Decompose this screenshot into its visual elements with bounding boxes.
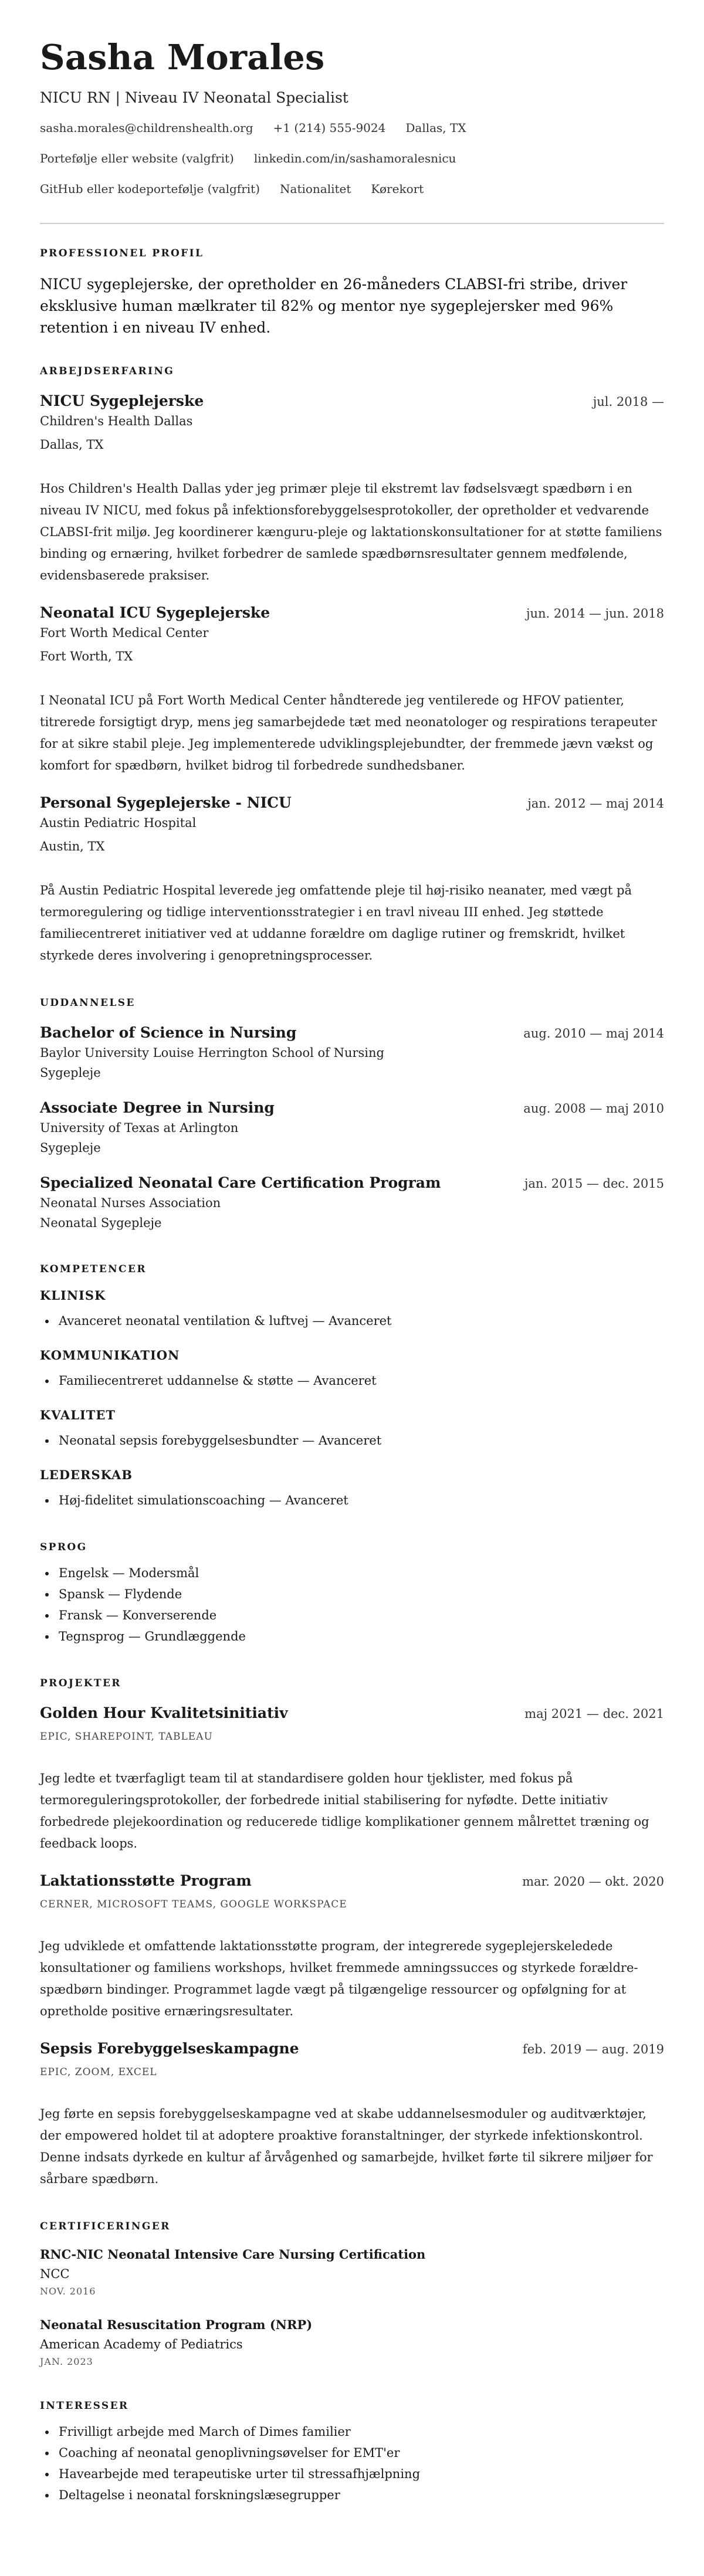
degree-title: Bachelor of Science in Nursing <box>40 1024 297 1041</box>
school-name: University of Texas at Arlington <box>40 1121 239 1135</box>
project-description: Jeg førte en sepsis forebyggelseskampagne ved at skabe uddannelsesmoduler og auditværktøjer, der empowered holdet til at adoptere proaktive foranstaltninger, der styrkede infektionskontrol. Denne indsats dyrkede en kultur af årvågenhed og samarbejde, hvilket førte til sikrere miljøer for sårbare spædbørn. <box>40 2107 653 2186</box>
job-description: På Austin Pediatric Hospital leverede jeg omfattende pleje til høj-risiko neanater, med vægt på termoregulering og tidlige interventionsstrategier i en travl niveau III enhed. Jeg støttede familiecentreret initiativer ved at uddanne forældre om daglige rutiner og fremskridt, hvilket styrkede deres involvering i genopretningsprocesser. <box>40 883 632 962</box>
experience-entry <box>40 793 664 967</box>
project-tech: EPIC, ZOOM, EXCEL <box>40 2066 157 2078</box>
project-tech: EPIC, SHAREPOINT, TABLEAU <box>40 1731 213 1743</box>
section-title-interests: INTERESSER <box>40 2400 129 2412</box>
school-name: Baylor University Louise Herrington School of Nursing <box>40 1046 384 1060</box>
skill-category: KVALITET <box>40 1408 116 1422</box>
section-title-profile: PROFESSIONEL PROFIL <box>40 248 204 259</box>
job-date: jan. 2012 — maj 2014 <box>527 796 664 811</box>
project-date: maj 2021 — dec. 2021 <box>524 1707 664 1721</box>
section-title-skills: KOMPETENCER <box>40 1263 147 1275</box>
job-location: Fort Worth, TX <box>40 649 133 663</box>
interest-item: • Deltagelse i neonatal forskningslæsegrupper <box>56 2485 664 2506</box>
project-tech: CERNER, MICROSOFT TEAMS, GOOGLE WORKSPACE <box>40 1899 347 1910</box>
project-date: feb. 2019 — aug. 2019 <box>522 2042 664 2056</box>
candidate-name: Sasha Morales <box>40 37 325 77</box>
contact-row-primary <box>40 118 664 137</box>
experience-entry <box>40 391 664 587</box>
nationality-text: Nationalitet <box>280 182 351 196</box>
job-date: jul. 2018 — <box>593 395 664 409</box>
skill-list <box>40 1490 664 1511</box>
language-item: • Tegnsprog — Grundlæggende <box>56 1626 664 1647</box>
skill-category: KOMMUNIKATION <box>40 1348 180 1362</box>
skill-category: KLINISK <box>40 1288 106 1303</box>
location-text: Dallas, TX <box>405 121 466 135</box>
language-item: • Spansk — Flydende <box>56 1584 664 1605</box>
github-link[interactable]: GitHub eller kodeportefølje (valgfrit) <box>40 182 260 196</box>
certification-date: JAN. 2023 <box>40 2356 93 2367</box>
section-title-languages: SPROG <box>40 1541 87 1553</box>
language-list <box>40 1562 664 1647</box>
project-name: Laktationsstøtte Program <box>40 1872 252 1889</box>
profile-summary: NICU sygeplejerske, der opretholder en 26-måneders CLABSI-fri stribe, driver eksklusive human mælkrater til 82% og mentor nye sygeplejersker med 96% retention i en niveau IV enhed. <box>40 276 628 336</box>
certification-issuer: American Academy of Pediatrics <box>40 2337 243 2351</box>
project-entry <box>40 1703 664 1855</box>
certification-name: RNC-NIC Neonatal Intensive Care Nursing Certification <box>40 2247 426 2262</box>
certification-name: Neonatal Resuscitation Program (NRP) <box>40 2317 313 2332</box>
section-title-education: UDDANNELSE <box>40 997 136 1009</box>
education-entry <box>40 1173 664 1233</box>
interest-item: • Havearbejde med terapeutiske urter til stressafhjælpning <box>56 2463 664 2485</box>
linkedin-link[interactable]: linkedin.com/in/sashamoralesnicu <box>253 151 456 165</box>
job-title: Personal Sygeplejerske - NICU <box>40 794 292 811</box>
project-description: Jeg ledte et tværfagligt team til at standardisere golden hour tjeklister, med fokus på termoreguleringsprotokoller, der forbedrede initial stabilisering for nyfødte. Dette initiativ forbedrede plejekoordination og reducerede tidlige komplikationer gennem målrettet træning og feedback loops. <box>40 1771 649 1850</box>
project-name: Golden Hour Kvalitetsinitiativ <box>40 1704 288 1721</box>
degree-date: aug. 2008 — maj 2010 <box>523 1101 664 1116</box>
project-date: mar. 2020 — okt. 2020 <box>522 1875 664 1889</box>
job-title: Neonatal ICU Sygeplejerske <box>40 604 270 621</box>
portfolio-link[interactable]: Portefølje eller website (valgfrit) <box>40 151 234 165</box>
job-title: NICU Sygeplejerske <box>40 392 204 409</box>
field-of-study: Sygepleje <box>40 1066 101 1080</box>
language-item: • Fransk — Konverserende <box>56 1605 664 1626</box>
education-entry <box>40 1098 664 1158</box>
education-entry <box>40 1023 664 1083</box>
certification-entry <box>40 2316 664 2370</box>
phone-text[interactable]: +1 (214) 555-9024 <box>273 121 386 135</box>
project-entry <box>40 2039 664 2190</box>
contact-row-links <box>40 149 664 168</box>
header-divider <box>40 223 664 224</box>
degree-title: Associate Degree in Nursing <box>40 1099 275 1116</box>
certification-date: NOV. 2016 <box>40 2286 96 2297</box>
section-title-certifications: CERTIFICERINGER <box>40 2221 171 2232</box>
email-link[interactable]: sasha.morales@childrenshealth.org <box>40 121 253 135</box>
skill-item: • Neonatal sepsis forebyggelsesbundter — Avanceret <box>56 1430 664 1451</box>
experience-entry <box>40 603 664 777</box>
job-description: I Neonatal ICU på Fort Worth Medical Center håndterede jeg ventilerede og HFOV patienter, titrerede forsigtigt dryp, mens jeg samarbejdede tæt med neonatologer og respirations terapeuter for at sikre stabil pleje. Jeg implementerede udviklingsplejebundter, der fremmede jævn vækst og komfort for spædbørn, hvilket bidrog til forbedrede sundhedsbaner. <box>40 693 657 772</box>
certification-issuer: NCC <box>40 2267 70 2281</box>
headline: NICU RN | Niveau IV Neonatal Specialist <box>40 89 348 106</box>
certification-entry <box>40 2245 664 2299</box>
job-description: Hos Children's Health Dallas yder jeg primær pleje til ekstremt lav fødselsvægt spædbørn i en niveau IV NICU, med fokus på infektionsforebyggelsesprotokoller, der opretholder et vedvarende CLABSI-frit miljø. Jeg koordinerer kænguru-pleje og laktationskonsultationer for at støtte familiens binding og ernæring, hvilket forbedrer de samlede spædbørnsresultater gennem medfølende, evidensbaserede praksiser. <box>40 482 662 582</box>
degree-date: aug. 2010 — maj 2014 <box>523 1026 664 1040</box>
job-employer: Children's Health Dallas <box>40 414 193 428</box>
contact-row-extra <box>40 179 664 198</box>
skill-category: LEDERSKAB <box>40 1467 133 1482</box>
job-location: Austin, TX <box>40 839 105 853</box>
skill-item: • Høj-fidelitet simulationscoaching — Avanceret <box>56 1490 664 1511</box>
project-name: Sepsis Forebyggelseskampagne <box>40 2040 299 2057</box>
interest-item: • Frivilligt arbejde med March of Dimes familier <box>56 2421 664 2442</box>
section-title-projects: PROJEKTER <box>40 1677 121 1689</box>
project-entry <box>40 1871 664 2022</box>
interest-list <box>40 2421 664 2506</box>
interest-item: • Coaching af neonatal genoplivningsøvelser for EMT'er <box>56 2442 664 2463</box>
job-employer: Austin Pediatric Hospital <box>40 816 197 830</box>
degree-title: Specialized Neonatal Care Certification Program <box>40 1174 441 1191</box>
skill-list <box>40 1310 664 1331</box>
project-description: Jeg udviklede et omfattende laktationsstøtte program, der integrerede sygeplejerskeledede konsultationer og familiens workshops, hvilket fremmede amningssucces og styrkede forældre-spædbørn bindinger. Programmet lagde vægt på tilgængelige ressourcer og opfølgning for at opretholde positive ernæringsresultater. <box>40 1939 638 2018</box>
skill-item: • Familiecentreret uddannelse & støtte — Avanceret <box>56 1370 664 1391</box>
skill-list <box>40 1370 664 1391</box>
field-of-study: Neonatal Sygepleje <box>40 1216 162 1230</box>
degree-date: jan. 2015 — dec. 2015 <box>524 1177 664 1191</box>
skill-item: • Avanceret neonatal ventilation & luftvej — Avanceret <box>56 1310 664 1331</box>
school-name: Neonatal Nurses Association <box>40 1196 221 1210</box>
job-employer: Fort Worth Medical Center <box>40 626 209 640</box>
skill-list <box>40 1430 664 1451</box>
section-title-experience: ARBEJDSERFARING <box>40 365 175 377</box>
language-item: • Engelsk — Modersmål <box>56 1562 664 1584</box>
job-location: Dallas, TX <box>40 438 104 452</box>
field-of-study: Sygepleje <box>40 1141 101 1155</box>
job-date: jun. 2014 — jun. 2018 <box>526 606 664 621</box>
license-text: Kørekort <box>371 182 424 196</box>
